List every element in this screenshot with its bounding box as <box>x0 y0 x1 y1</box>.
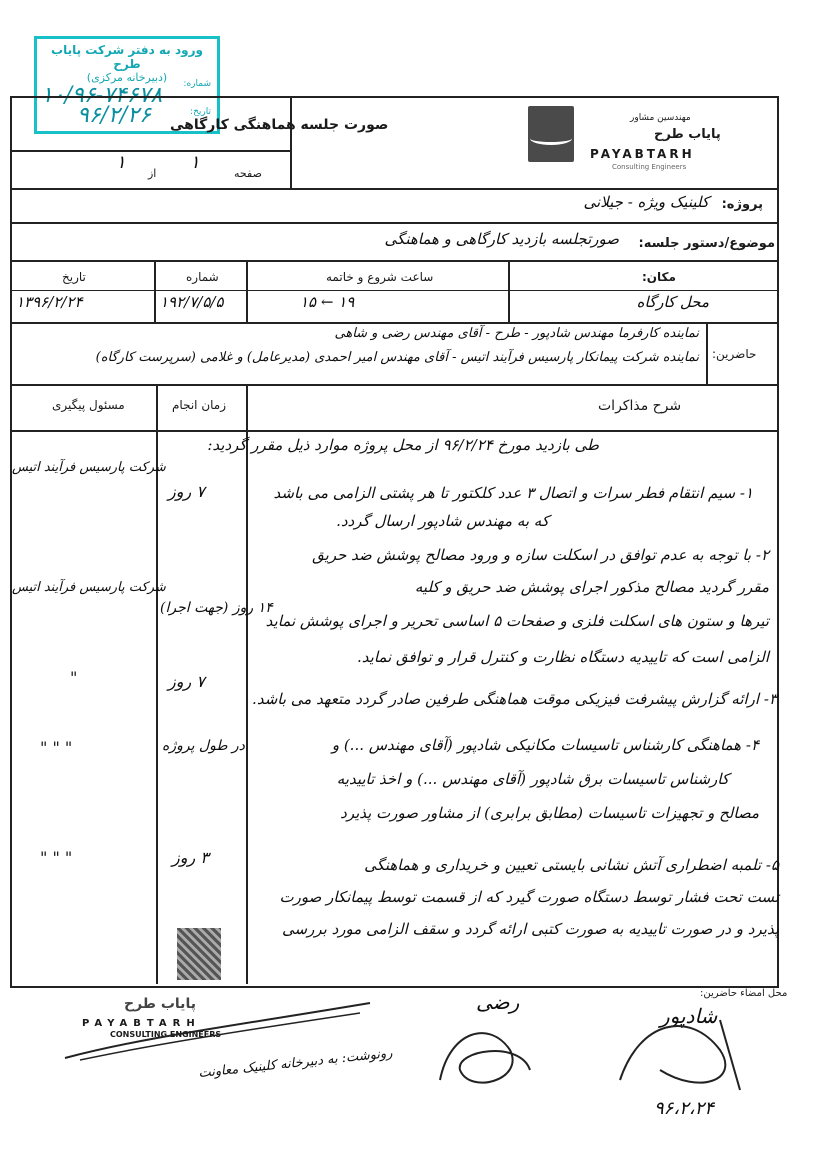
company-name-fa: پایاب طرح <box>654 127 721 142</box>
item-1-line-1: ۱- سیم انتقام فطر سرات و اتصال ۳ عدد کلکتور تا هر پشتی الزامی می باشد <box>273 484 753 502</box>
item-5-line-2: تست تحت فشار توسط دستگاه صورت گیرد که از قسمت توسط پیمانکار صورت <box>279 888 779 906</box>
row-divider-meta <box>10 260 777 262</box>
footer-company-en-sub: CONSULTING ENGINEERS <box>110 1030 222 1039</box>
item-3-time: ۷ روز <box>168 672 205 691</box>
signature-1: رضی <box>476 990 520 1014</box>
page-number: ۱ <box>190 152 200 173</box>
item-2-line-3: تیرها و ستون های اسکلت فلزی و صفحات ۵ اساسی تحریر و اجرای پوشش نماید <box>265 612 769 630</box>
item-4-line-1: ۴- هماهنگی کارشناس تاسیسات مکانیکی شادپور (آقای مهندس ...) و <box>331 736 759 754</box>
company-subtitle: مهندسین مشاور <box>630 113 691 123</box>
project-label: پروژه: <box>721 197 763 212</box>
minutes-intro: طی بازدید مورخ ۹۶/۲/۲۴ از محل پروژه موارد ذیل مقرر گردید: <box>207 436 599 454</box>
item-1-line-2: که به مهندس شادپور ارسال گردد. <box>336 512 549 530</box>
item-4-line-3: مصالح و تجهیزات تاسیسات (مطابق برابری) از مشاور صورت پذیرد <box>340 804 759 822</box>
signature-stroke-2 <box>430 1010 540 1100</box>
col-resp-header: مسئول پیگیری <box>52 398 125 412</box>
item-1-time: ۷ روز <box>168 482 205 501</box>
stamp-line2: (دبیرخانه مرکزی) <box>86 71 168 84</box>
attendees-divider <box>706 322 708 384</box>
stamp-date-label: تاریخ: <box>190 107 211 117</box>
attendees-label: حاضرین: <box>712 347 757 361</box>
footer-handnote: رونوشت: به دبیرخانه کلینیک معاونت <box>197 1045 394 1082</box>
meta-col-3 <box>508 260 510 322</box>
row-divider-table <box>10 384 777 386</box>
item-3-resp: " <box>70 668 78 687</box>
meta-col-2 <box>246 260 248 322</box>
footer-company-fa: پایاب طرح <box>124 996 196 1012</box>
item-3-line-1: ۳- ارائه گزارش پیشرفت فیزیکی موقت هماهنگی طرفین صادر گردد متعهد می باشد. <box>252 690 777 708</box>
page-of: از <box>148 167 157 180</box>
item-4-time: در طول پروژه <box>162 738 245 754</box>
date-label: تاریخ <box>62 270 86 284</box>
stamp-date: ۹۶/۲/۲۶ <box>77 103 151 128</box>
time-label: ساعت شروع و خاتمه <box>326 270 434 284</box>
item-4-line-2: کارشناس تاسیسات برق شادپور (آقای مهندس ...) و اخذ تاییدیه <box>336 770 729 788</box>
subject-value: صورتجلسه بازدید کارگاهی و هماهنگی <box>384 230 619 248</box>
footer-company-en: PAYABTARH <box>82 1018 201 1029</box>
header-divider <box>290 96 292 188</box>
signature-stroke-1 <box>60 998 380 1068</box>
page-label: صفحه <box>234 167 262 180</box>
row-divider-subject <box>10 222 777 224</box>
number-label: شماره <box>186 270 219 284</box>
date-value: ۱۳۹۶/۲/۲۴ <box>16 293 83 311</box>
item-1-resp: شرکت پارسیس فرآیند اتیس <box>12 460 166 475</box>
item-2-resp: شرکت پارسیس فرآیند اتیس <box>12 580 166 595</box>
signature-stroke-3 <box>600 1000 760 1100</box>
subject-label: موضوع/دستور جلسه: <box>638 236 775 251</box>
item-4-resp: " " " <box>40 738 73 757</box>
page-total: ۱ <box>116 152 126 173</box>
row-divider-project <box>10 188 777 190</box>
meta-col-1 <box>154 260 156 322</box>
footer-logo-mark <box>177 928 221 980</box>
header-split <box>10 150 290 152</box>
place-value: محل کارگاه <box>636 293 709 311</box>
col-time-header: زمان انجام <box>172 398 227 412</box>
footer-date: ۹۶،۲،۲۴ <box>654 1098 714 1119</box>
table-header-bottom <box>10 430 777 432</box>
attendees-line1: نماینده کارفرما مهندس شادپور - طرح - آقای مهندس رضی و شاهی <box>334 326 699 341</box>
signatures-label: محل امضاء حاضرین: <box>700 988 788 999</box>
item-5-line-3: پذیرد و در صورت تاییدیه به صورت کتبی ارائه گردد و سقف الزامی مورد بررسی <box>282 920 779 938</box>
attendees-line2: نماینده شرکت پیمانکار پارسیس فرآیند اتیس - آقای مهندس امیر احمدی (مدیرعامل) و غلامی (سرپرست کارگاه) <box>95 350 699 365</box>
item-5-resp: " " " <box>40 848 73 867</box>
row-divider-attendees <box>10 322 777 324</box>
place-label: مکان: <box>642 270 676 284</box>
project-value: کلینیک ویژه - جیلانی <box>583 193 709 211</box>
item-2-line-1: ۲- با توجه به عدم توافق در اسکلت سازه و ورود مصالح پوشش ضد حریق <box>312 546 769 564</box>
stamp-number-label: شماره: <box>183 79 211 89</box>
company-name-en-sub: Consulting Engineers <box>612 163 687 171</box>
number-value: ۱۹۲/۷/۵/۵ <box>160 293 224 311</box>
col-desc-header: شرح مذاکرات <box>598 398 682 414</box>
signature-2: شادپور <box>660 1004 718 1028</box>
company-name-en: PAYABTARH <box>590 147 695 161</box>
item-5-time: ۳ روز <box>172 848 209 867</box>
time-value: ۱۵ ← ۱۹ <box>300 293 355 311</box>
stamp-line1: ورود به دفتر شرکت پایاب طرح <box>51 43 203 71</box>
company-logo <box>528 106 574 162</box>
item-2-line-4: الزامی است که تاییدیه دستگاه نظارت و کنترل قرار و توافق نماید. <box>357 648 769 666</box>
stamp-number: ۱۰/۹۶-۷۴۶۷۸ <box>41 83 163 108</box>
item-2-line-2: مقرر گردید مصالح مذکور اجرای پوشش ضد حریق و کلیه <box>414 578 769 596</box>
table-col-time <box>246 384 248 984</box>
item-2-time: ۱۴ روز (جهت اجرا) <box>160 600 273 616</box>
item-5-line-1: ۵- تلمبه اضطراری آتش نشانی بایستی تعیین و خریداری و هماهنگی <box>364 856 779 874</box>
meta-split <box>10 290 777 291</box>
page-title: صورت جلسه هماهنگی کارگاهی <box>170 117 389 133</box>
